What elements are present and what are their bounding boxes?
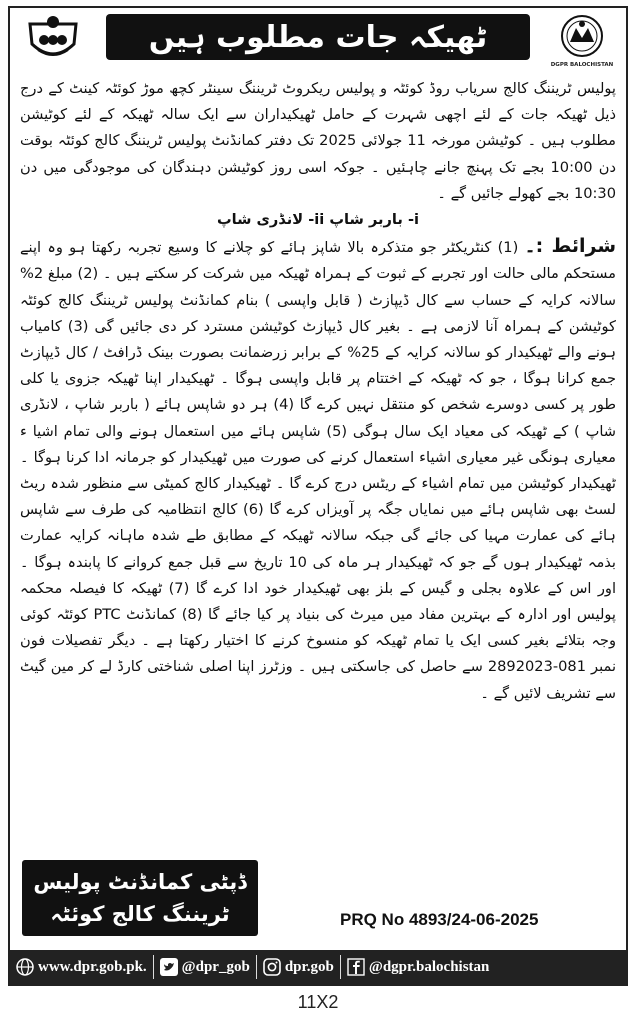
twitter-handle: @dpr_gob [181, 958, 250, 975]
website-link[interactable] [10, 950, 153, 984]
globe-icon [16, 958, 34, 976]
ad-header [10, 8, 626, 70]
ad-title-banner [106, 14, 530, 60]
twitter-icon [160, 958, 178, 976]
conditions-text: (1) کنٹریکٹر جو متذکرہ بالا شاپز ہائے کو چلانے کا وسیع تجربہ رکھتا ہو وہ اپنے مستحکم مالی حالت اور تجربے کے ثبوت کے ہمراہ ٹھیکہ میں شرکت کر سکتے ہیں ۔ (2) مبلغ 2% سالانہ کرایہ کے حساب سے کال ڈیپازٹ ( قابل واپسی ) بنام کمانڈنٹ پولیس ٹریننگ کالج کوئٹہ کوٹیشن کے ہمراہ آنا لازمی ہے ۔ بغیر کال ڈیپازٹ کوٹیشن مسترد کر دی جائیں گی (3) کامیاب ہونے والے ٹھیکیدار کو سالانہ کرایہ کے 25% کے برابر زرضمانت بصورت بینک ڈرافٹ / کال ڈیپازٹ جمع کرانا ہوگا ، جو کہ ٹھیکہ کے اختتام پر قابل واپسی ہوگا ۔ ٹھیکیدار اپنا ٹھیکہ جزوی یا کلی طور پر کسی دوسرے شخص کو منتقل نہیں کرے گا (4) ہر دو شاپس ہائے ( باربر شاپ ، لانڈری شاپ ) کے ٹھیکہ کی معیاد ایک سال ہوگی (5) شاپس ہائے میں استعمال ہونے والی تمام اشیا ء معیاری ہونگی غیر معیاری اشیاء استعمال کرنے کی صورت میں ٹھیکیدار کو جرمانہ ادا کرنا ہوگا ۔ ٹھیکیدار کوٹیشن میں تمام اشیاء کے ریٹس درج کرے گا ۔ ٹھیکیدار کالج کمیٹی سے منظور شدہ ریٹ لسٹ بھی شاپس ہائے میں نمایاں جگہ پر آویزاں کرے گا (6) کالج انتظامیہ کی طرف سے شاپس ہائے کی عمارت مہیا کی جائے گی جبکہ سالانہ ٹھیکہ کے مطابق طے شدہ ماہانہ کرایہ عمارت بذمہ ٹھیکیدار ہوں گے جو کہ ٹھیکیدار ہر ماہ کی 10 تاریخ سے قبل جمع کروانے کا پابندہ ہوگا ۔ اور اس کے علاوہ بجلی و گیس کے بلز بھی ٹھیکیدار خود ادا کرے گا (7) ٹھیکہ کا فیصلہ محکمہ پولیس اور ادارہ کے بہترین مفاد میں میرٹ کی بنیاد پر کیا جائے گا (8) کمانڈنٹ PTC کوئٹہ کوئی وجہ بتلائے بغیر کسی ایک یا تمام ٹھیکہ کو منسوخ کرنے کا اختیار رکھتا ہے ۔ دیگر تفصیلات فون نمبر 081-2892023 سے حاصل کی جاسکتی ہیں ۔ وزٹرز اپنا اصلی شناختی کارڈ لے کر مین گیٹ سے تشریف لائیں گے ۔ [20, 239, 617, 702]
instagram-icon [263, 958, 281, 976]
signature-line-2: ٹریننگ کالج کوئٹہ [50, 902, 230, 926]
ad-title: ٹھیکہ جات مطلوب ہیں [148, 19, 488, 55]
instagram-link[interactable] [257, 950, 340, 984]
dgpr-balochistan-emblem-icon [550, 14, 614, 68]
facebook-link[interactable] [341, 950, 496, 984]
emblem-caption: DGPR BALOCHISTAN [550, 62, 614, 68]
facebook-handle: @dgpr.balochistan [368, 958, 490, 975]
conditions-heading: شرائط :۔ [524, 235, 617, 258]
intro-paragraph: پولیس ٹریننگ کالج سریاب روڈ کوئٹہ و پولیس ریکروٹ ٹریننگ سینٹر کچھ موڑ کوئٹہ کینٹ کے درج ذیل ٹھیکہ جات کے لئے اچھی شہرت کے حامل ٹھیکیداران سے ایک سالہ ٹھیکہ کے لئے کوٹیشن مطلوب ہیں ۔ کوٹیشن مورخہ 11 جولائی 2025 تک دفتر کمانڈنٹ پولیس ٹریننگ کالج کوئٹہ بوقت دن 10:00 بجے تک پہنچ جانے چاہئیں ۔ جوکہ اسی روز کوٹیشن دہندگان کی موجودگی میں دن 10:30 بجے کھولے جائیں گے ۔ [20, 80, 617, 202]
police-crest-icon [22, 14, 84, 66]
conditions-paragraph [20, 233, 616, 707]
prq-number: PRQ No 4893/24-06-2025 [340, 910, 539, 929]
signature-line-1: ڈپٹی کمانڈنٹ پولیس [33, 870, 247, 894]
twitter-link[interactable] [154, 950, 256, 984]
instagram-handle: dpr.gob [284, 958, 334, 975]
shop-items-list: i- باربر شاپ ii- لانڈری شاپ [216, 211, 420, 229]
advertisement [8, 6, 628, 986]
website-text: www.dpr.gob.pk. [38, 958, 147, 975]
social-bar [10, 950, 626, 984]
facebook-icon [347, 958, 365, 976]
ad-body [20, 76, 616, 707]
signature-block [22, 860, 258, 936]
ad-size-label: 11X2 [297, 992, 339, 1012]
